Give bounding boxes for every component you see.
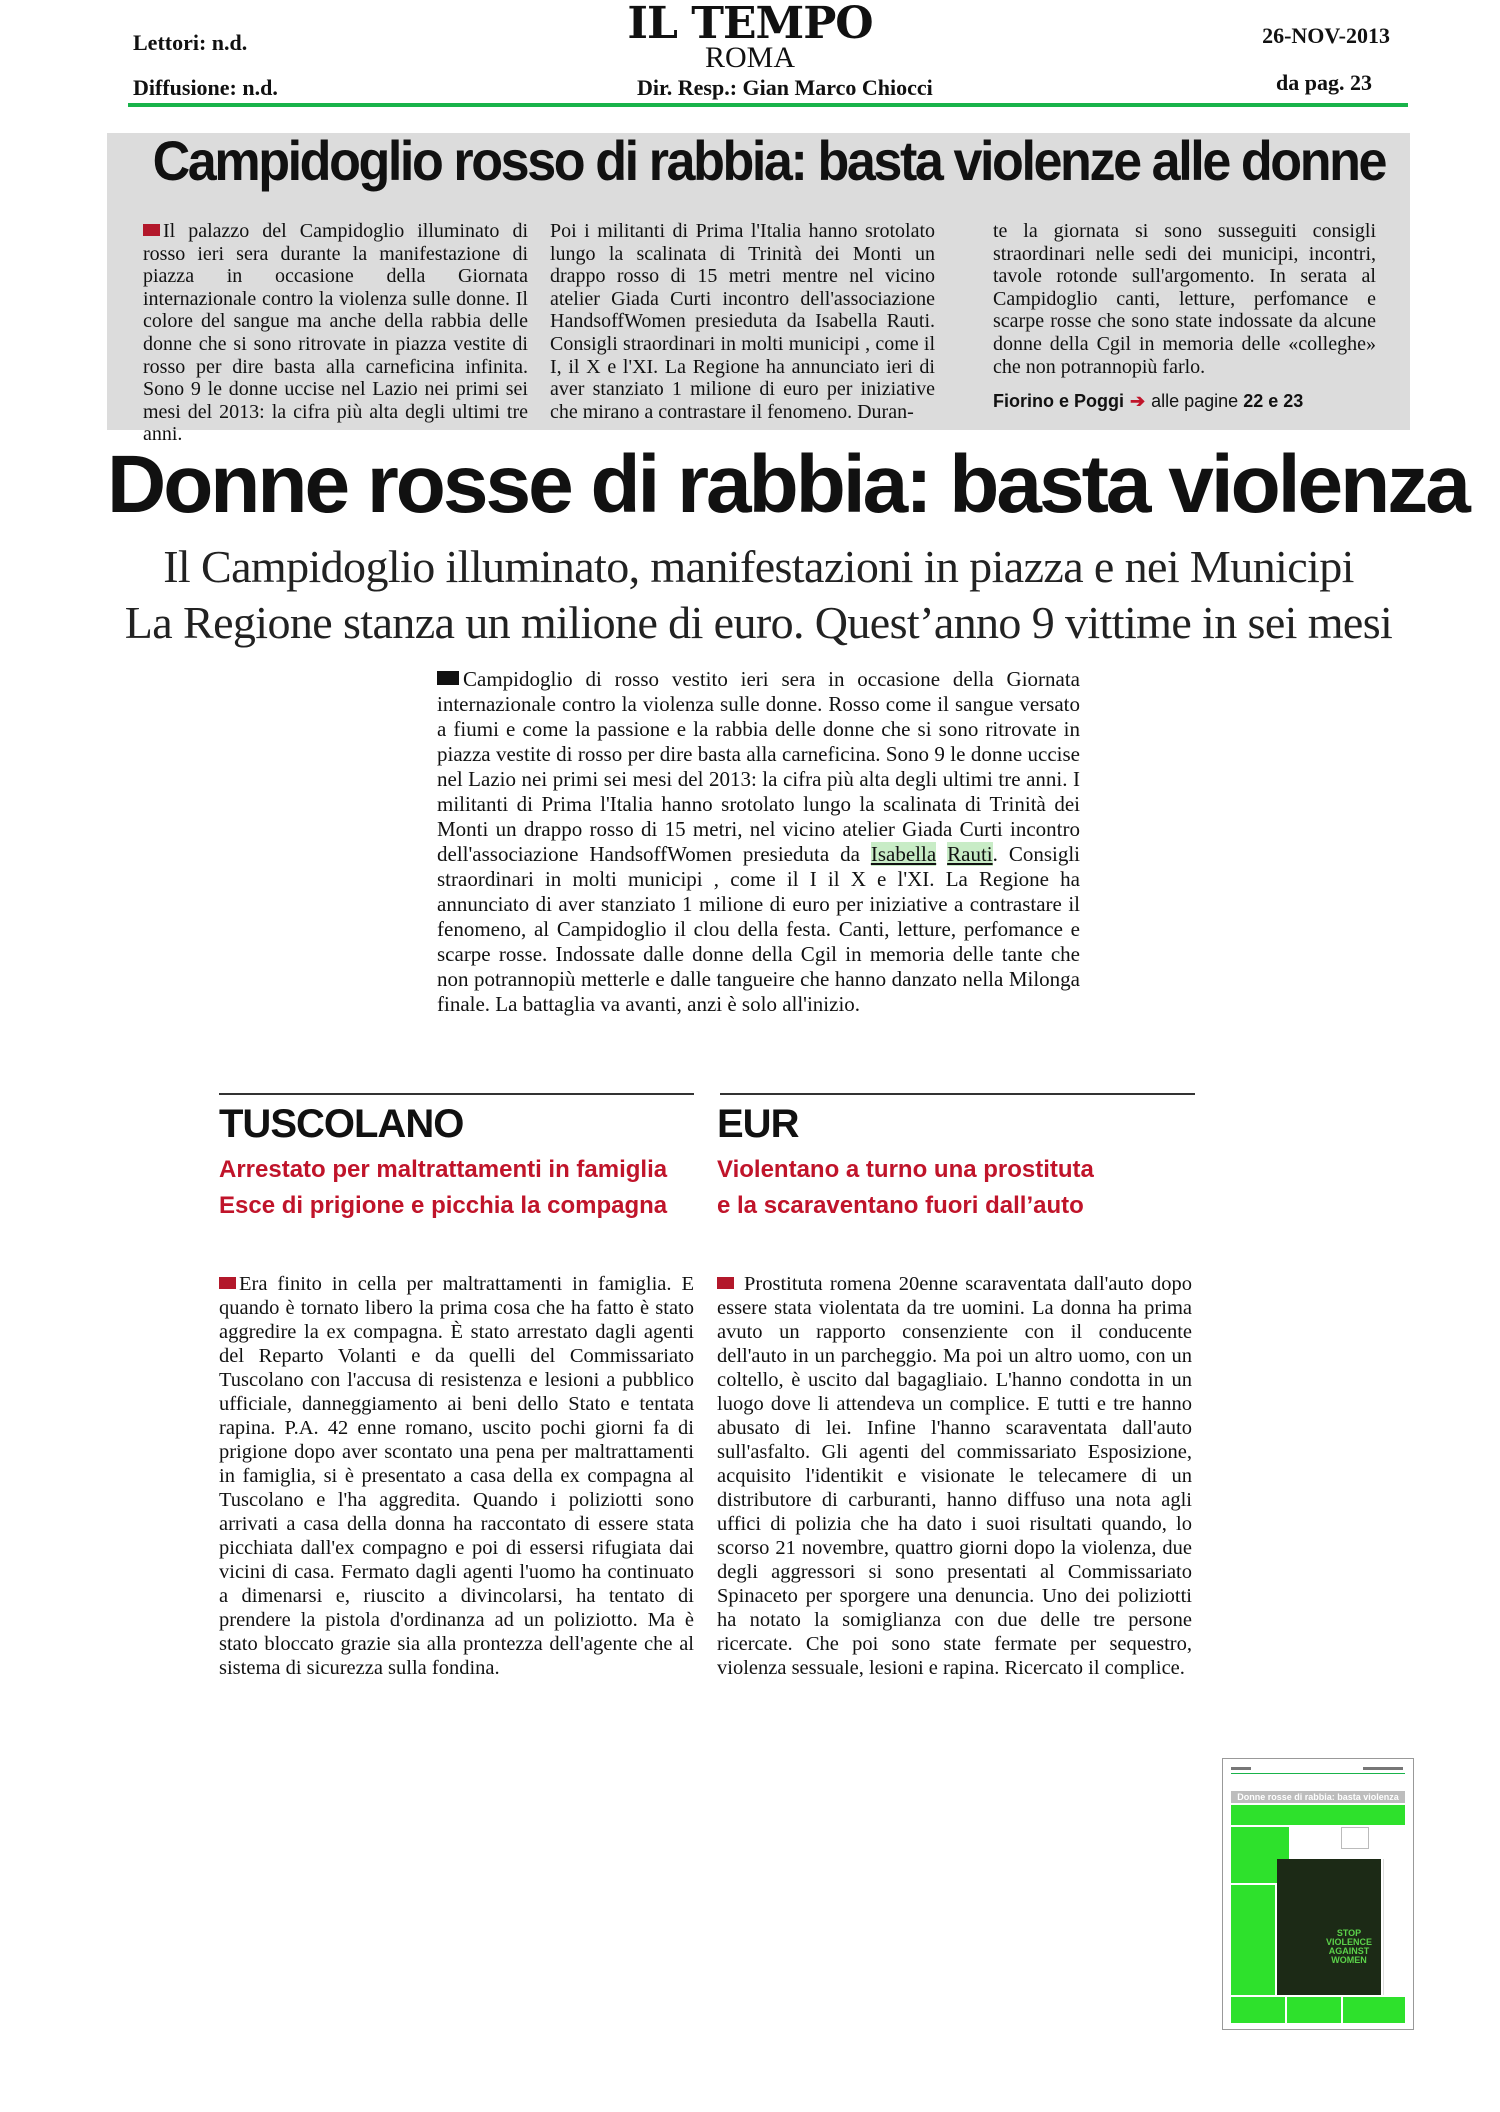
circulation-label: Diffusione: n.d. [133, 75, 278, 100]
black-square-icon [437, 671, 459, 685]
page-thumbnail [1222, 1758, 1414, 2030]
summary-text-1: Il palazzo del Campidoglio illuminato di rosso ieri sera durante la manifestazione di piazza in occasione della Giornata internazionale contro la violenza sulle donne. Il colore del sangue ma anche della rabbia delle donne che si sono ritrovate in piazza vestite di rosso per dire basta alla carneficina infinita. Sono 9 le donne uccise nel Lazio nei primi sei mesi del 2013: la cifra più alta degli ultimi tre anni. [143, 220, 528, 446]
director-label: Dir. Resp.: Gian Marco Chiocci [637, 75, 933, 100]
eur-body [717, 1272, 1192, 1680]
main-headline: Donne rosse di rabbia: basta violenza [107, 439, 1468, 530]
summary-headline: Campidoglio rosso di rabbia: basta violenze alle donne [152, 129, 1386, 192]
summary-column-2 [550, 220, 935, 423]
tuscolano-subtitle-1: Arrestato per maltrattamenti in famiglia [219, 1156, 668, 1183]
deck-line-1: Il Campidoglio illuminato, manifestazioni in piazza e nei Municipi [163, 541, 1354, 592]
main-article-body [437, 667, 1080, 1017]
tuscolano-text: Era finito in cella per maltrattamenti in famiglia. E quando è tornato libero la prima cosa che ha fatto è stato aggredire la ex compagna. È stato arrestato dagli agenti del Reparto Volanti e da quelli del Commissariato Tuscolano con l'accusa di resistenza e lesioni a pubblico ufficiale, danneggiamento ai beni dello Stato e tentata rapina. P.A. 42 enne romano, uscito pochi giorni fa di prigione dopo aver scontato una pena per maltrattamenti in famiglia, si è presentato a casa della ex compagna al Tuscolano e l'ha aggredita. Quando i poliziotti sono arrivati a casa della donna ha raccontato di essere stata picchiata dall'ex compagno e poi di essersi rifugiata dai vicini di casa. Fermato dagli agenti l'uomo ha continuato a dimenarsi e, riuscito a divincolarsi, ha tentato di prendere la pistola d'ordinanza ad un poliziotto. Ma è stato bloccato grazie sia alla prontezza dell'agente che al sistema di sicurezza sulla fondina. [219, 1273, 694, 1679]
readers-label: Lettori: n.d. [133, 30, 248, 55]
eur-text: Prostituta romena 20enne scaraventata dall'auto dopo essere stata violentata da tre uomini. La donna ha prima avuto un rapporto consenziente con il conducente dell'auto in un parcheggio. Ma poi un altro uomo, con un coltello, è uscito dal bagagliaio. L'hanno condotta in un luogo dove li attendeva un complice. E tutti e tre hanno abusato di lei. Infine l'hanno scaraventata dall'auto sull'asfalto. Gli agenti del commissariato Esposizione, acquisito l'identikit e visionate le telecamere di un distributore di carburanti, hanno diffuso una nota agli uffici di polizia che ha dato i suoi risultati quando, lo scorso 21 novembre, quattro giorni dopo la violenza, due degli aggressori si sono presentati al Commissariato Spinaceto per sporgere una denuncia. Uno dei poliziotti ha notato la somiglianza con due delle tre persone ricercate. Che poi sono state fermate per sequestro, violenza sessuale, lesioni e rapina. Ricercato il complice. [717, 1273, 1192, 1679]
highlight-last-name: Rauti [947, 842, 993, 866]
eur-subtitle-2: e la scaraventano fuori dall’auto [717, 1192, 1084, 1219]
eur-subtitle-1: Violentano a turno una prostituta [717, 1156, 1094, 1183]
eur-rule [720, 1093, 1195, 1095]
thumbnail-photo-text: STOP VIOLENCE AGAINST WOMEN [1325, 1928, 1372, 1965]
summary-text-2: Poi i militanti di Prima l'Italia hanno srotolato lungo la scalinata di Trinità dei Monti un drappo rosso di 15 metri mentre nel vicino atelier Giada Curti incontro dell'associazione HandsoffWomen presieduta da Isabella Rauti. Consigli straordinari in molti municipi , come il I, il X e l'XI. La Regione ha annunciato ieri di aver stanziato 1 milione di euro per iniziative che mirano a contrastare il fenomeno. Duran- [550, 220, 935, 423]
summary-text-3: te la giornata si sono susseguiti consigli straordinari nelle sedi dei municipi, incontri, tavole rotonde sull'argomento. In serata al Campidoglio canti, letture, perfomance e scarpe rosse che sono state indossate da alcune donne della Cgil in memoria delle «colleghe» che non potrannopiù farlo. [993, 220, 1376, 378]
summary-column-3 [993, 220, 1376, 413]
tuscolano-title: TUSCOLANO [219, 1102, 464, 1146]
highlight-first-name: Isabella [870, 842, 937, 866]
byline-pages: 22 e 23 [1243, 391, 1304, 412]
thumbnail-photo [1277, 1859, 1381, 1995]
tuscolano-rule [219, 1093, 694, 1095]
arrow-right-icon: ➔ [1130, 391, 1146, 412]
masthead-city: ROMA [704, 41, 795, 74]
main-body-part-2: . Consigli straordinari in molti municipi , come il I il X e l'XI. La Regione ha annunciato di aver stanziato 1 milione di euro per iniziative a contrastare il fenomeno, al Campidoglio il clou della festa. Canti, letture, perfomance e scarpe rosse. Indossate dalle donne della Cgil in memoria delle tante che non potrannopiù metterle e dalle tangueire che hanno danzato nella Milonga finale. La battaglia va avanti, anzi è solo all'inizio. [437, 842, 1081, 1016]
summary-column-1 [143, 220, 528, 446]
tuscolano-body [219, 1272, 694, 1680]
masthead [600, 0, 900, 74]
thumbnail-headline: Donne rosse di rabbia: basta violenza [1237, 1792, 1399, 1802]
eur-title: EUR [717, 1102, 799, 1146]
red-square-icon [143, 224, 160, 236]
masthead-name: IL TEMPO [627, 0, 873, 49]
summary-byline [993, 390, 1376, 413]
red-square-icon [717, 1277, 734, 1289]
main-body-part-1: Campidoglio di rosso vestito ieri sera in occasione della Giornata internazionale contro la violenza sulle donne. Rosso come il sangue versato a fiumi e come la passione e la rabbia delle donne che si sono ritrovate in piazza vestite di rosso per dire basta alla carneficina. Sono 9 le donne uccise nel Lazio nei primi sei mesi del 2013: la cifra più alta degli ultimi tre anni. I militanti di Prima l'Italia hanno srotolato lungo la scalinata di Trinità dei Monti un drappo rosso di 15 metri, nel vicino atelier Giada Curti incontro dell'associazione HandsoffWomen presieduta da [437, 667, 1080, 866]
deck-line-2: La Regione stanza un milione di euro. Quest’anno 9 vittime in sei mesi [124, 597, 1393, 648]
date-label: 26-NOV-2013 [1262, 23, 1390, 48]
byline-authors: Fiorino e Poggi [993, 391, 1124, 412]
red-square-icon [219, 1277, 236, 1289]
byline-pages-prefix: alle pagine [1151, 391, 1239, 412]
tuscolano-subtitle-2: Esce di prigione e picchia la compagna [219, 1192, 668, 1219]
header-rule [128, 103, 1408, 107]
page-ref-label: da pag. 23 [1276, 70, 1372, 95]
